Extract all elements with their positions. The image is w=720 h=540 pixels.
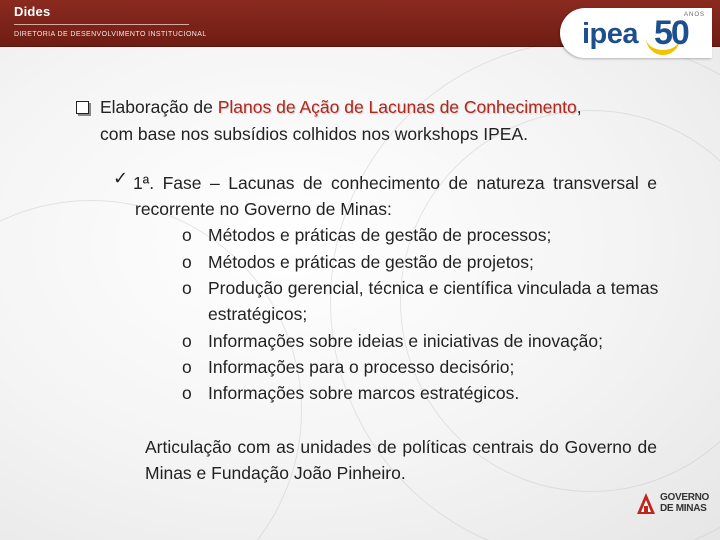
checkmark-bullet-icon: ✓ xyxy=(113,168,129,188)
main-bullet-line1 xyxy=(100,94,582,120)
sub-bullet-text: 1ª. Fase – Lacunas de conhecimento de natureza transversal e recorrente no Governo de Minas: xyxy=(133,173,657,219)
list-item: Informações sobre marcos estratégicos. xyxy=(208,383,520,403)
main-bullet-comma: , xyxy=(576,97,582,117)
brand-subtitle: DIRETORIA DE DESENVOLVIMENTO INSTITUCIONAL xyxy=(14,31,207,38)
list-item: Informações sobre ideias e iniciativas de inovação; xyxy=(208,331,603,351)
gov-logo-text xyxy=(660,492,709,514)
logo-50-text: 50 xyxy=(654,14,688,52)
main-bullet-highlight: Planos de Ação de Lacunas de Conhecimento xyxy=(217,97,577,117)
main-bullet-prefix: Elaboração de xyxy=(100,97,218,117)
circle-bullet-icon: o xyxy=(182,252,192,272)
brand-title: Dides xyxy=(14,4,51,19)
list-item: Métodos e práticas de gestão de projetos; xyxy=(208,252,534,272)
list-item: Informações para o processo decisório; xyxy=(208,357,515,377)
square-bullet-icon xyxy=(76,101,89,114)
list-item: Métodos e práticas de gestão de processos; xyxy=(208,225,552,245)
circle-bullet-icon: o xyxy=(182,331,192,351)
gov-logo-line2: DE MINAS xyxy=(660,503,707,514)
circle-bullet-icon: o xyxy=(182,225,192,245)
ipea-logo-text: ipea xyxy=(582,18,639,50)
circle-bullet-icon: o xyxy=(182,357,192,377)
articulation-paragraph: Articulação com as unidades de políticas centrais do Governo de Minas e Fundação João Pinheiro. xyxy=(145,437,657,483)
logo-anos-text: ANOS xyxy=(684,12,706,18)
circle-bullet-icon: o xyxy=(182,383,192,403)
list-item: Produção gerencial, técnica e científica vinculada a temas estratégicos; xyxy=(208,278,659,324)
minas-triangle-icon xyxy=(636,492,656,516)
gov-logo-line1: GOVERNO xyxy=(660,492,710,503)
governo-de-minas-logo xyxy=(636,490,716,520)
main-bullet-line2: com base nos subsídios colhidos nos workshops IPEA. xyxy=(100,124,528,144)
circle-bullet-icon: o xyxy=(182,278,192,298)
